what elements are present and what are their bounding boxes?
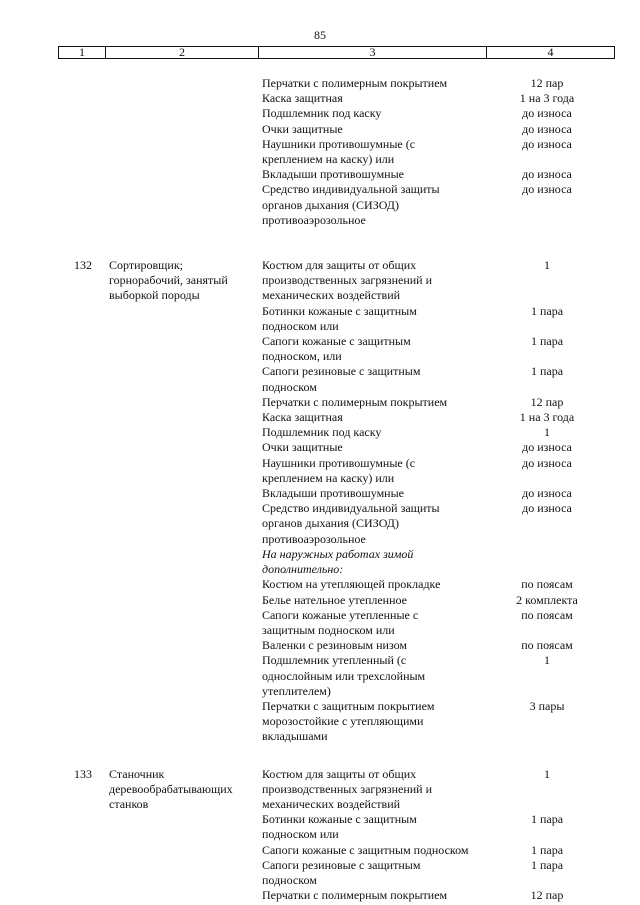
ppe-item (262, 593, 622, 608)
ppe-item (262, 334, 622, 364)
ppe-item-name-line: Белье нательное утепленное (262, 592, 407, 607)
ppe-item-name-line: механических воздействий (262, 796, 401, 811)
ppe-item-name-line: Каска защитная (262, 410, 343, 425)
ppe-item (262, 425, 622, 440)
ppe-item-quantity: по поясам (521, 607, 573, 622)
ppe-item-quantity: до износа (522, 182, 572, 197)
ppe-item-name (262, 122, 492, 137)
ppe-item-name (262, 577, 492, 592)
ppe-item-name-line: защитным подноском или (262, 622, 395, 637)
ppe-item-name-line: Каска защитная (262, 91, 343, 106)
ppe-item-quantity: до износа (522, 501, 572, 516)
ppe-item-quantity: 1 (544, 425, 550, 440)
ppe-item-name-line: Наушники противошумные (с (262, 455, 416, 470)
ppe-item-name-line: Ботинки кожаные с защитным (262, 303, 417, 318)
ppe-item-name-line: Подшлемник под каску (262, 106, 382, 121)
ppe-item-name-line: вкладышами (262, 729, 328, 744)
ppe-item-name-line: Вкладыши противошумные (262, 167, 404, 182)
ppe-item-name (262, 91, 492, 106)
ppe-item-quantity: 1 (544, 766, 550, 781)
ppe-item-name-line: Перчатки с полимерным покрытием (262, 394, 448, 409)
ppe-item-name (262, 106, 492, 121)
ppe-item-name-line: Костюм для защиты от общих (262, 766, 417, 781)
ppe-item-name (262, 258, 492, 304)
ppe-item-name-line: дополнительно: (262, 562, 344, 577)
ppe-item-name (262, 699, 492, 745)
ppe-item-name (262, 182, 492, 228)
ppe-item-quantity: 1 на 3 года (519, 410, 575, 425)
ppe-item-name-line: Сапоги резиновые с защитным (262, 364, 421, 379)
profession-line: Станочник (109, 766, 165, 781)
ppe-item-name (262, 304, 492, 334)
ppe-item-quantity: 12 пар (530, 394, 564, 409)
ppe-item-name-line: производственных загрязнений и (262, 273, 433, 288)
ppe-item-quantity: 1 (544, 653, 550, 668)
ppe-table-body (0, 76, 640, 903)
ppe-item (262, 608, 622, 638)
ppe-item-name-line: подноском или (262, 318, 339, 333)
ppe-item-name-line: органов дыхания (СИЗОД) (262, 516, 399, 531)
ppe-item-quantity: 1 пара (530, 364, 564, 379)
ppe-item (262, 699, 622, 745)
ppe-item (262, 888, 622, 903)
ppe-item-name (262, 425, 492, 440)
profession-line: деревообрабатывающих (109, 781, 233, 796)
ppe-item-name-line: Перчатки с полимерным покрытием (262, 76, 448, 90)
ppe-item-quantity: 3 пары (529, 698, 565, 713)
ppe-item-name-line: противоаэрозольное (262, 531, 366, 546)
ppe-item-name (262, 638, 492, 653)
ppe-item-name (262, 137, 492, 167)
ppe-item-name-line: На наружных работах зимой (262, 546, 414, 561)
ppe-item-quantity: 1 пара (530, 842, 564, 857)
ppe-item-name-line: утеплителем) (262, 683, 331, 698)
ppe-item-name-line: Подшлемник утепленный (с (262, 653, 407, 668)
column-header-4: 4 (547, 45, 554, 59)
ppe-item (262, 653, 622, 699)
ppe-item-quantity: по поясам (521, 577, 573, 592)
ppe-item-quantity: до износа (522, 167, 572, 182)
ppe-item-name (262, 364, 492, 394)
ppe-item-name-line: Очки защитные (262, 440, 343, 455)
ppe-item (262, 304, 622, 334)
ppe-item-name-line: Сапоги резиновые с защитным (262, 857, 421, 872)
ppe-item-name (262, 843, 492, 858)
section-note (262, 547, 622, 577)
profession-name (109, 767, 259, 813)
ppe-item-quantity: по поясам (521, 638, 573, 653)
ppe-item-quantity: 12 пар (530, 888, 564, 903)
ppe-item (262, 858, 622, 888)
row-number: 133 (74, 766, 92, 781)
table-row (0, 258, 640, 745)
ppe-item-name (262, 501, 492, 547)
column-header-3: 3 (259, 47, 487, 58)
ppe-item (262, 843, 622, 858)
ppe-item (262, 812, 622, 842)
ppe-item (262, 258, 622, 304)
ppe-item-name-line: Очки защитные (262, 121, 343, 136)
ppe-item-name-line: механических воздействий (262, 288, 401, 303)
profession-line: выборкой породы (109, 288, 200, 303)
ppe-item (262, 486, 622, 501)
ppe-item-name-line: Перчатки с защитным покрытием (262, 698, 435, 713)
ppe-item (262, 167, 622, 182)
ppe-item-name (262, 608, 492, 638)
ppe-item (262, 501, 622, 547)
ppe-item (262, 182, 622, 228)
ppe-item-name (262, 167, 492, 182)
profession-line: станков (109, 796, 149, 811)
ppe-item-name-line: Сапоги кожаные с защитным подноском (262, 842, 469, 857)
ppe-item-name (262, 812, 492, 842)
ppe-item-name-line: Перчатки с полимерным покрытием (262, 888, 448, 903)
ppe-item-quantity: 1 пара (530, 334, 564, 349)
ppe-item-name (262, 858, 492, 888)
profession-line: Сортировщик; (109, 258, 184, 273)
ppe-item-quantity: 12 пар (530, 76, 564, 90)
ppe-item-quantity: 1 пара (530, 857, 564, 872)
ppe-item-name (262, 395, 492, 410)
ppe-item-name (262, 410, 492, 425)
ppe-item-quantity: 1 пара (530, 812, 564, 827)
ppe-item-name-line: Ботинки кожаные с защитным (262, 812, 417, 827)
ppe-item-name-line: подноском, или (262, 349, 342, 364)
ppe-item (262, 106, 622, 121)
ppe-item-name (262, 767, 492, 813)
ppe-item-name-line: Подшлемник под каску (262, 425, 382, 440)
ppe-item-quantity: до износа (522, 121, 572, 136)
ppe-item-quantity: 2 комплекта (516, 592, 578, 607)
ppe-item-name (262, 76, 492, 91)
page-number: 85 (314, 28, 326, 42)
table-row (0, 767, 640, 904)
ppe-item-list (262, 76, 622, 228)
ppe-item-name-line: Сапоги кожаные с защитным (262, 334, 411, 349)
ppe-item (262, 395, 622, 410)
ppe-item-name (262, 653, 492, 699)
ppe-item-name (262, 334, 492, 364)
ppe-item-quantity: 1 (544, 258, 550, 273)
ppe-item-name-line: органов дыхания (СИЗОД) (262, 197, 399, 212)
ppe-item-quantity: до износа (522, 106, 572, 121)
ppe-item-name-line: производственных загрязнений и (262, 781, 433, 796)
ppe-item-name (262, 486, 492, 501)
column-header-2: 2 (106, 47, 259, 58)
ppe-item-quantity: 1 пара (530, 303, 564, 318)
column-header-row (58, 46, 615, 59)
row-number: 132 (74, 258, 92, 273)
ppe-item-name-line: морозостойкие с утепляющими (262, 714, 424, 729)
ppe-item-name-line: Сапоги кожаные утепленные с (262, 607, 419, 622)
ppe-item (262, 76, 622, 91)
ppe-item-name-line: Вкладыши противошумные (262, 486, 404, 501)
column-header-1: 1 (59, 47, 106, 58)
ppe-item-quantity: до износа (522, 136, 572, 151)
ppe-item-name (262, 456, 492, 486)
ppe-item (262, 456, 622, 486)
ppe-item-name-line: Костюм на утепляющей прокладке (262, 577, 441, 592)
ppe-item-name-line: Костюм для защиты от общих (262, 258, 417, 273)
ppe-item-name-line: подноском (262, 872, 317, 887)
ppe-item-name-line: Средство индивидуальной защиты (262, 182, 440, 197)
ppe-item-name-line: противоаэрозольное (262, 212, 366, 227)
ppe-item-list (262, 767, 622, 904)
ppe-item-name-line: подноском (262, 379, 317, 394)
profession-name (109, 258, 259, 304)
ppe-item-name-line: Наушники противошумные (с (262, 136, 416, 151)
ppe-item (262, 364, 622, 394)
ppe-item (262, 577, 622, 592)
ppe-item (262, 440, 622, 455)
ppe-item-name-line: Валенки с резиновым низом (262, 638, 408, 653)
ppe-item-quantity: до износа (522, 455, 572, 470)
ppe-item-name-line: креплением на каску) или (262, 470, 395, 485)
ppe-item (262, 122, 622, 137)
ppe-item-name-line: креплением на каску) или (262, 152, 395, 167)
ppe-item (262, 767, 622, 813)
ppe-item-name (262, 593, 492, 608)
ppe-item-name (262, 440, 492, 455)
ppe-item (262, 410, 622, 425)
ppe-item-quantity: 1 на 3 года (519, 91, 575, 106)
table-row (0, 76, 640, 228)
ppe-item-name-line: однослойным или трехслойным (262, 668, 426, 683)
ppe-item (262, 91, 622, 106)
profession-line: горнорабочий, занятый (109, 273, 228, 288)
ppe-item-name (262, 547, 492, 577)
ppe-item-list (262, 258, 622, 745)
ppe-item (262, 137, 622, 167)
ppe-item-name-line: Средство индивидуальной защиты (262, 501, 440, 516)
ppe-item-name (262, 888, 492, 903)
ppe-item-name-line: подноском или (262, 827, 339, 842)
ppe-item-quantity: до износа (522, 486, 572, 501)
ppe-item (262, 638, 622, 653)
ppe-item-quantity: до износа (522, 440, 572, 455)
ppe-item-quantity (492, 547, 602, 577)
